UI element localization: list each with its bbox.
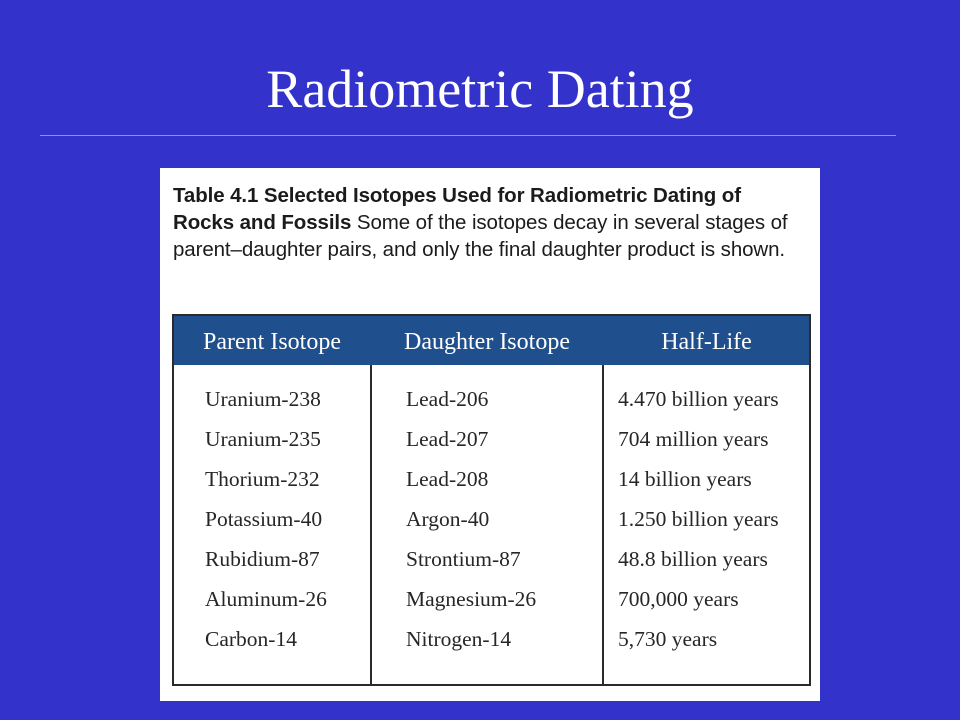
parent-isotope-cell: Rubidium-87 [205,547,320,571]
daughter-isotope-cell: Lead-207 [406,427,489,451]
caption-title: Table 4.1 Selected Isotopes Used for Radiometric Dating of Rocks and Fossils [173,184,741,234]
table-row [174,579,809,619]
parent-isotope-cell: Carbon-14 [205,627,297,651]
title-divider [40,135,896,136]
parent-isotope-cell: Uranium-235 [205,427,321,451]
half-life-cell: 5,730 years [618,627,718,651]
parent-isotope-cell: Thorium-232 [205,467,320,491]
slide-title: Radiometric Dating [266,59,694,119]
table-row [174,379,809,419]
table-row [174,419,809,459]
half-life-cell: 704 million years [618,427,769,451]
parent-isotope-cell: Potassium-40 [205,507,323,531]
table-header [174,316,809,365]
daughter-isotope-cell: Argon-40 [406,507,490,531]
half-life-cell: 700,000 years [618,587,739,611]
daughter-isotope-cell: Nitrogen-14 [406,627,512,651]
daughter-isotope-cell: Magnesium-26 [406,587,537,611]
daughter-isotope-cell: Strontium-87 [406,547,521,571]
half-life-cell: 4.470 billion years [618,387,779,411]
caption-text: Some of the isotopes decay in several stages of parent–daughter pairs, and only the final daughter product is shown. [173,211,788,261]
parent-isotope-cell: Aluminum-26 [205,587,327,611]
header-parent-isotope: Parent Isotope [203,329,341,355]
parent-isotope-cell: Uranium-238 [205,387,321,411]
header-half-life: Half-Life [661,329,752,355]
table-row [174,619,809,659]
daughter-isotope-cell: Lead-206 [406,387,489,411]
daughter-isotope-cell: Lead-208 [406,467,489,491]
half-life-cell: 14 billion years [618,467,752,491]
table-caption [173,182,803,263]
half-life-cell: 48.8 billion years [618,547,768,571]
half-life-cell: 1.250 billion years [618,507,779,531]
header-daughter-isotope: Daughter Isotope [404,329,570,355]
table-row [174,459,809,499]
table-row [174,539,809,579]
table-row [174,499,809,539]
isotope-table [172,314,811,686]
table-body [174,379,809,659]
table-figure [160,168,820,701]
